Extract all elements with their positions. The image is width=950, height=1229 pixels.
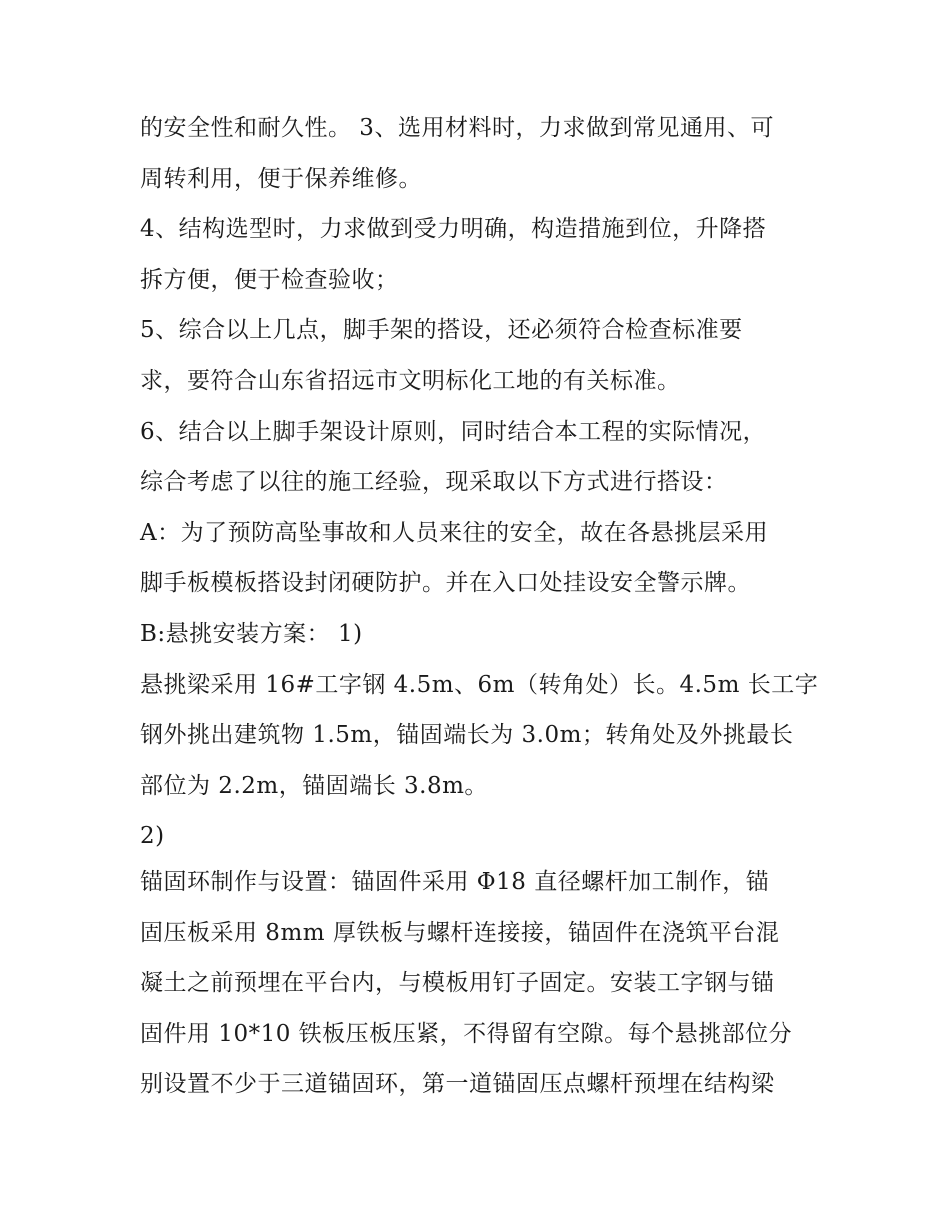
text-line: 5、综合以上几点，脚手架的搭设，还必须符合检查标准要 xyxy=(140,317,743,343)
text-line: 部位为 2.2m，锚固端长 3.8m。 xyxy=(140,773,488,799)
text-line: 周转利用，便于保养维修。 xyxy=(140,166,422,192)
text-line: 凝土之前预埋在平台内，与模板用钉子固定。安装工字钢与锚 xyxy=(140,970,775,996)
text-line: 钢外挑出建筑物 1.5m，锚固端长为 3.0m；转角处及外挑最长 xyxy=(140,722,794,748)
text-line: 综合考虑了以往的施工经验，现采取以下方式进行搭设： xyxy=(140,469,728,495)
text-line: 锚固环制作与设置：锚固件采用 Φ18 直径螺杆加工制作，锚 xyxy=(140,869,770,895)
text-line: 悬挑梁采用 16#工字钢 4.5m、6m（转角处）长。4.5m 长工字 xyxy=(140,672,819,698)
text-line: 固压板采用 8mm 厚铁板与螺杆连接接，锚固件在浇筑平台混 xyxy=(140,920,780,946)
text-line: 拆方便，便于检查验收； xyxy=(140,267,399,293)
text-line: 的安全性和耐久性。 3、选用材料时，力求做到常见通用、可 xyxy=(140,115,774,141)
text-line: 别设置不少于三道锚固环，第一道锚固压点螺杆预埋在结构梁 xyxy=(140,1071,775,1097)
text-line: 固件用 10*10 铁板压板压紧，不得留有空隙。每个悬挑部位分 xyxy=(140,1021,793,1047)
text-line: 4、结构选型时，力求做到受力明确，构造措施到位，升降搭 xyxy=(140,216,767,242)
text-line: 求，要符合山东省招远市文明标化工地的有关标准。 xyxy=(140,368,681,394)
text-line: 6、结合以上脚手架设计原则，同时结合本工程的实际情况， xyxy=(140,419,767,445)
text-line: B:悬挑安装方案： 1) xyxy=(140,621,363,647)
text-line: A：为了预防高坠事故和人员来往的安全，故在各悬挑层采用 xyxy=(140,520,769,546)
text-line: 2) xyxy=(140,823,165,849)
text-line: 脚手板模板搭设封闭硬防护。并在入口处挂设安全警示牌。 xyxy=(140,570,751,596)
